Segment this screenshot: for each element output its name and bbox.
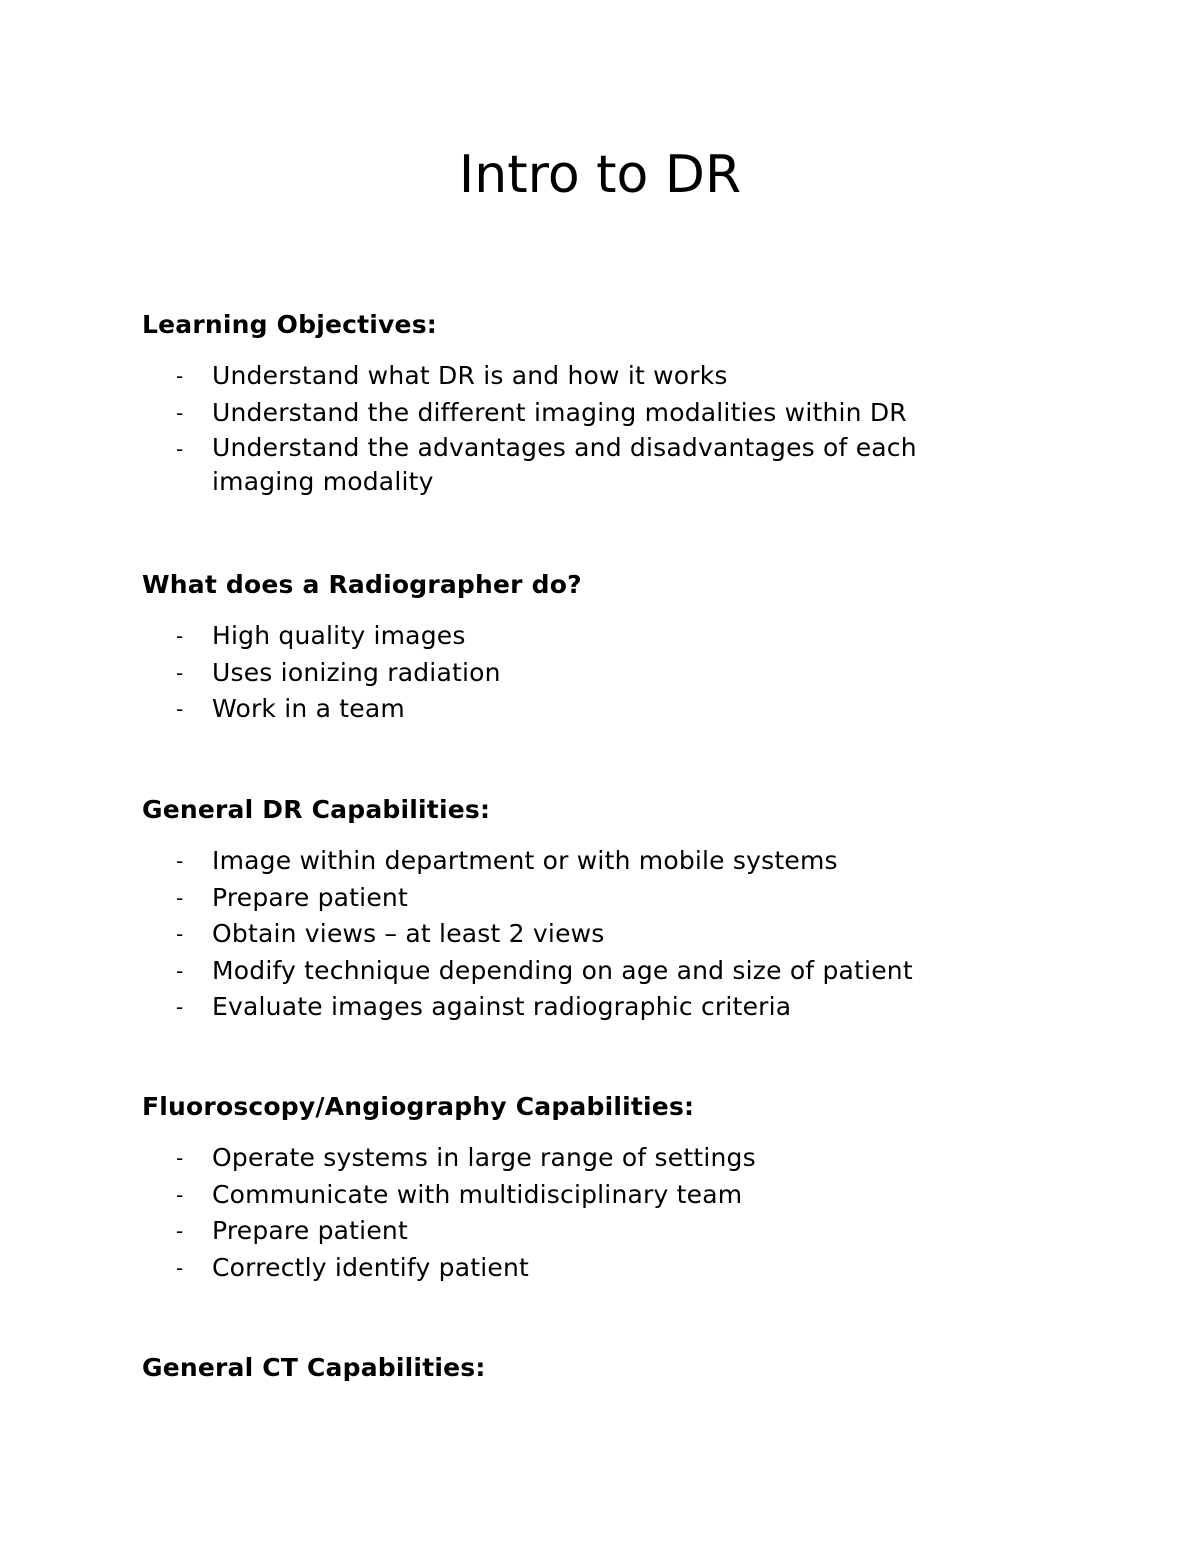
- list-item: [142, 1177, 1042, 1214]
- section-heading: General CT Capabilities:: [142, 1353, 486, 1382]
- bullet-list: [142, 358, 1042, 499]
- list-item-text: Operate systems in large range of settings: [212, 1143, 756, 1172]
- list-item: [142, 395, 1042, 432]
- list-item-text: Understand what DR is and how it works: [212, 361, 728, 390]
- bullet-dash: -: [176, 995, 184, 1019]
- list-item-text: Understand the advantages and disadvantages of each imaging modality: [212, 433, 917, 496]
- list-item-text: Work in a team: [212, 694, 405, 723]
- section-fluoroscopy: [142, 1090, 1042, 1286]
- bullet-list: [142, 618, 1042, 728]
- list-item: [142, 843, 1042, 880]
- section-heading: General DR Capabilities:: [142, 795, 491, 824]
- bullet-dash: -: [176, 400, 184, 425]
- page-title: Intro to DR: [458, 145, 742, 205]
- list-item: [142, 953, 1042, 990]
- list-item-text: Obtain views – at least 2 views: [212, 919, 605, 948]
- list-item: [142, 1250, 1042, 1287]
- bullet-dash: -: [176, 1255, 184, 1280]
- section-radiographer: [142, 568, 1042, 728]
- bullet-dash: -: [176, 1182, 184, 1207]
- list-item-text: High quality images: [212, 621, 466, 650]
- list-item: [142, 618, 1042, 655]
- section-heading: What does a Radiographer do?: [142, 570, 582, 599]
- list-item: [142, 1140, 1042, 1177]
- bullet-dash: -: [176, 1146, 184, 1170]
- bullet-dash: -: [176, 364, 184, 388]
- list-item: [142, 691, 1042, 728]
- bullet-dash: -: [176, 660, 184, 685]
- section-general-dr: [142, 793, 1042, 1026]
- section-general-ct: [142, 1351, 1042, 1385]
- list-item: [142, 1213, 1042, 1250]
- list-item-text: Correctly identify patient: [212, 1252, 529, 1282]
- list-item: [142, 655, 1042, 692]
- bullet-dash: -: [176, 849, 184, 873]
- list-item-text: Prepare patient: [212, 1216, 408, 1245]
- bullet-dash: -: [176, 958, 184, 983]
- list-item-text: Evaluate images against radiographic criteria: [212, 992, 792, 1021]
- list-item-text: Image within department or with mobile systems: [212, 846, 838, 875]
- list-item-text: Uses ionizing radiation: [212, 657, 501, 687]
- list-item-text: Communicate with multidisciplinary team: [212, 1179, 743, 1209]
- list-item-text: Modify technique depending on age and size of patient: [212, 955, 913, 985]
- list-item: [142, 916, 1042, 953]
- bullet-dash: -: [176, 624, 184, 648]
- list-item-text: Understand the different imaging modalities within DR: [212, 397, 907, 427]
- section-learning-objectives: [142, 308, 1042, 499]
- bullet-list: [142, 843, 1042, 1026]
- list-item: [142, 431, 1042, 499]
- list-item: [142, 880, 1042, 917]
- list-item-text: Prepare patient: [212, 882, 408, 912]
- bullet-dash: -: [176, 437, 184, 461]
- section-heading: Learning Objectives:: [142, 310, 437, 339]
- bullet-dash: -: [176, 1219, 184, 1243]
- bullet-dash: -: [176, 697, 184, 721]
- list-item: [142, 989, 1042, 1026]
- bullet-dash: -: [176, 922, 184, 946]
- list-item: [142, 358, 1042, 395]
- bullet-dash: -: [176, 885, 184, 910]
- section-heading: Fluoroscopy/Angiography Capabilities:: [142, 1092, 695, 1121]
- bullet-list: [142, 1140, 1042, 1286]
